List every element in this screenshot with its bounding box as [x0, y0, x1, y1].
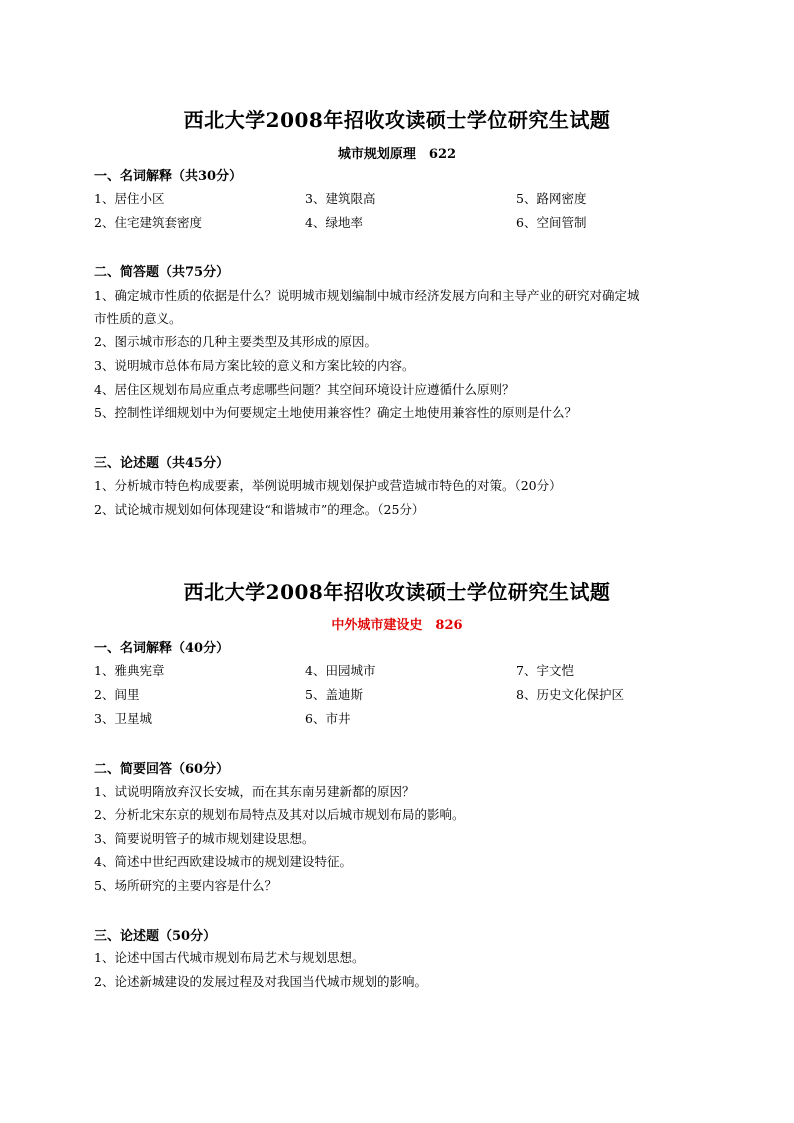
exam1-question: 5、控制性详细规划中为何要规定土地使用兼容性？确定土地使用兼容性的原则是什么？ — [94, 405, 577, 420]
exam2-section2-heading: 二、简要回答（60分） — [94, 762, 230, 777]
exam1-title: 西北大学2008年招收攻读硕士学位研究生试题 — [183, 108, 611, 132]
exam1-question: 2、图示城市形态的几种主要类型及其形成的原因。 — [94, 334, 377, 349]
exam1-term: 4、绿地率 — [305, 215, 363, 230]
exam1-term: 5、路网密度 — [516, 191, 587, 206]
exam2-term: 6、市井 — [305, 711, 351, 726]
exam2-term: 8、历史文化保护区 — [516, 687, 624, 702]
exam2-question: 5、场所研究的主要内容是什么？ — [94, 878, 277, 893]
exam2-question: 2、分析北宋东京的规划布局特点及其对以后城市规划布局的影响。 — [94, 807, 465, 822]
exam2-term: 3、卫星城 — [94, 711, 152, 726]
exam1-question: 3、说明城市总体布局方案比较的意义和方案比较的内容。 — [94, 358, 415, 373]
exam1-subject: 城市规划原理 622 — [337, 147, 457, 162]
exam2-essay: 2、论述新城建设的发展过程及对我国当代城市规划的影响。 — [94, 974, 427, 989]
exam2-section3-heading: 三、论述题（50分） — [94, 929, 217, 944]
exam1-section2-heading: 二、简答题（共75分） — [94, 265, 230, 280]
exam2-term: 5、盖迪斯 — [305, 687, 363, 702]
exam2-subject: 中外城市建设史 826 — [331, 618, 463, 633]
exam2-term: 4、田园城市 — [305, 663, 376, 678]
exam1-term: 6、空间管制 — [516, 215, 587, 230]
exam1-term: 2、住宅建筑套密度 — [94, 215, 202, 230]
exam1-question: 4、居住区规划布局应重点考虑哪些问题？其空间环境设计应遵循什么原则？ — [94, 382, 515, 397]
exam1-section1-heading: 一、名词解释（共30分） — [94, 169, 243, 184]
exam1-question: 市性质的意义。 — [94, 311, 182, 326]
exam1-essay: 2、试论城市规划如何体现建设“和谐城市”的理念。（25分） — [94, 502, 425, 517]
exam1-term: 3、建筑限高 — [305, 191, 376, 206]
exam1-term: 1、居住小区 — [94, 191, 165, 206]
exam1-question: 1、确定城市性质的依据是什么？说明城市规划编制中城市经济发展方向和主导产业的研究对确定城 — [94, 288, 640, 303]
exam1-essay: 1、分析城市特色构成要素，举例说明城市规划保护或营造城市特色的对策。（20分） — [94, 478, 562, 493]
exam2-question: 3、简要说明管子的城市规划建设思想。 — [94, 831, 315, 846]
exam2-section1-heading: 一、名词解释（40分） — [94, 641, 230, 656]
exam2-question: 4、简述中世纪西欧建设城市的规划建设特征。 — [94, 854, 352, 869]
exam2-question: 1、试说明隋放弃汉长安城，而在其东南另建新都的原因？ — [94, 784, 415, 799]
exam2-term: 7、宇文恺 — [516, 663, 574, 678]
exam2-essay: 1、论述中国古代城市规划布局艺术与规划思想。 — [94, 950, 365, 965]
exam2-title: 西北大学2008年招收攻读硕士学位研究生试题 — [183, 580, 611, 604]
exam2-term: 1、雅典宪章 — [94, 663, 165, 678]
exam1-section3-heading: 三、论述题（共45分） — [94, 456, 230, 471]
exam2-term: 2、闾里 — [94, 687, 140, 702]
